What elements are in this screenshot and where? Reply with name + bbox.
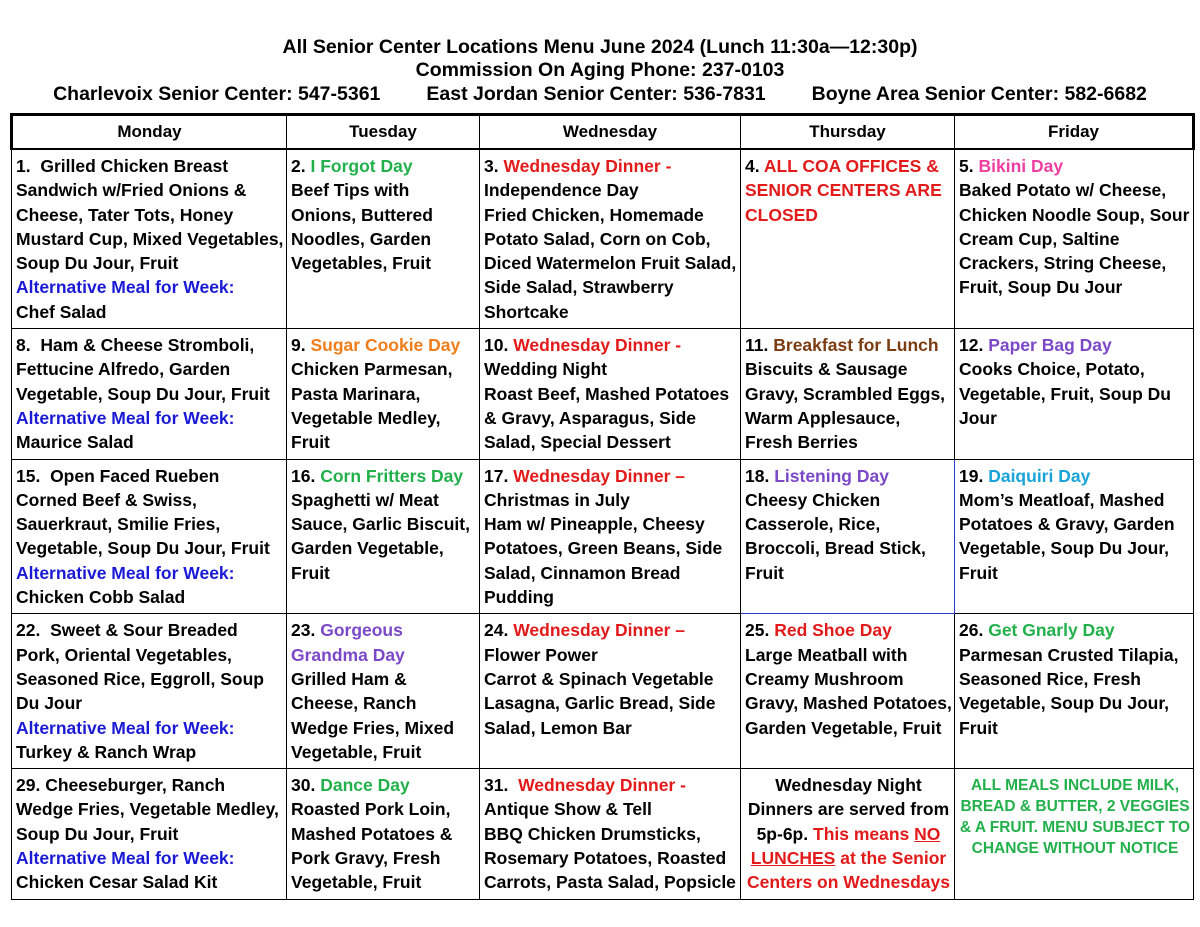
day-theme: Bikini Day xyxy=(978,156,1064,176)
meal-text: Flower Power Carrot & Spinach Vegetable Lasagna, Garlic Bread, Side Salad, Lemon Bar xyxy=(484,644,716,738)
note-warning-end: at the Senior Centers on Wednesdays xyxy=(747,848,950,893)
day-theme: Paper Bag Day xyxy=(988,335,1112,356)
day-number: 16. xyxy=(291,465,316,486)
day-cell-2 xyxy=(287,149,480,329)
day-theme: Wednesday Dinner - xyxy=(503,156,672,176)
day-number: 17. xyxy=(484,465,509,486)
day-theme: Sugar Cookie Day xyxy=(310,335,461,356)
header-tuesday: Tuesday xyxy=(287,115,480,150)
menu-header xyxy=(0,36,1200,106)
alt-meal: Turkey & Ranch Wrap xyxy=(16,741,197,762)
alt-meal-label: Alternative Meal for Week: xyxy=(16,848,235,869)
meal-text: Antique Show & Tell BBQ Chicken Drumsticks, Rosemary Potatoes, Roasted Carrots, Pasta Salad, Popsicle xyxy=(484,799,736,893)
weekday-header-row xyxy=(12,115,1194,150)
header-wednesday: Wednesday xyxy=(480,115,741,150)
day-number: 26. xyxy=(959,620,984,641)
header-monday: Monday xyxy=(12,115,287,150)
east-jordan-phone: East Jordan Senior Center: 536-7831 xyxy=(426,83,766,105)
header-friday: Friday xyxy=(955,115,1194,150)
day-number: 25. xyxy=(745,620,770,641)
day-cell-26 xyxy=(955,614,1194,769)
meal-text: Spaghetti w/ Meat Sauce, Garlic Biscuit, Garden Vegetable, Fruit xyxy=(291,489,470,583)
day-theme: Wednesday Dinner - xyxy=(513,335,682,356)
alt-meal-label: Alternative Meal for Week: xyxy=(16,407,235,428)
alt-meal: Maurice Salad xyxy=(16,432,134,453)
day-cell-8 xyxy=(12,329,287,459)
day-cell-5 xyxy=(955,149,1194,329)
day-number: 12. xyxy=(959,335,984,356)
day-cell-4 xyxy=(741,149,955,329)
day-cell-31 xyxy=(480,769,741,900)
day-number: 22. xyxy=(16,620,41,641)
day-theme: Wednesday Dinner - xyxy=(518,775,686,796)
alt-meal: Chef Salad xyxy=(16,301,107,322)
day-theme: Listening Day xyxy=(774,465,889,486)
day-theme: Wednesday Dinner – xyxy=(513,620,686,641)
day-number: 1. xyxy=(16,156,31,176)
day-cell-17 xyxy=(480,459,741,614)
day-number: 24. xyxy=(484,620,509,641)
day-number: 15. xyxy=(16,465,41,486)
center-phones xyxy=(0,82,1200,106)
day-number: 19. xyxy=(959,465,984,486)
alt-meal: Chicken Cobb Salad xyxy=(16,587,186,608)
note-served-time: Wednesday Night Dinners are served from 5p-6p. xyxy=(747,775,950,844)
commission-phone: Commission On Aging Phone: 237-0103 xyxy=(415,59,785,81)
menu-title: All Senior Center Locations Menu June 2024 (Lunch 11:30a—12:30p) xyxy=(282,36,918,58)
closed-notice: ALL COA OFFICES & SENIOR CENTERS ARE CLOSED xyxy=(745,156,942,225)
meal-text: Grilled Ham & Cheese, Ranch Wedge Fries, Mixed Vegetable, Fruit xyxy=(291,668,455,762)
week-row-3 xyxy=(12,459,1194,614)
meal-text: Open Faced Rueben Corned Beef & Swiss, Sauerkraut, Smilie Fries, Vegetable, Soup Du Jour, Fruit xyxy=(16,465,270,559)
day-cell-18 xyxy=(741,459,955,614)
day-cell-24 xyxy=(480,614,741,769)
week-row-4 xyxy=(12,614,1194,769)
day-number: 31. xyxy=(484,775,509,796)
week-row-1 xyxy=(12,149,1194,329)
alt-meal-label: Alternative Meal for Week: xyxy=(16,562,235,583)
day-cell-11 xyxy=(741,329,955,459)
day-cell-16 xyxy=(287,459,480,614)
day-cell-30 xyxy=(287,769,480,900)
week-row-2 xyxy=(12,329,1194,459)
day-theme: Corn Fritters Day xyxy=(320,465,464,486)
day-cell-22 xyxy=(12,614,287,769)
alt-meal-label: Alternative Meal for Week: xyxy=(16,277,235,298)
meal-text: Independence Day Fried Chicken, Homemade Potato Salad, Corn on Cob, Diced Watermelon Fruit Salad, Side Salad, Strawberry Shortcake xyxy=(484,180,737,322)
note-no-lunches: NO LUNCHES xyxy=(750,823,941,869)
day-cell-19 xyxy=(955,459,1194,614)
meal-text: Mom’s Meatloaf, Mashed Potatoes & Gravy, Garden Vegetable, Soup Du Jour, Fruit xyxy=(959,489,1175,583)
day-number: 11. xyxy=(745,335,769,356)
day-number: 4. xyxy=(745,156,760,176)
day-cell-1 xyxy=(12,149,287,329)
day-cell-29 xyxy=(12,769,287,900)
day-number: 5. xyxy=(959,156,974,176)
meal-text: Cooks Choice, Potato, Vegetable, Fruit, Soup Du Jour xyxy=(959,359,1171,428)
day-number: 9. xyxy=(291,335,306,356)
day-number: 23. xyxy=(291,620,316,641)
day-theme: I Forgot Day xyxy=(310,156,413,176)
meal-text: Biscuits & Sausage Gravy, Scrambled Eggs, Warm Applesauce, Fresh Berries xyxy=(745,359,946,453)
day-number: 30. xyxy=(291,775,316,796)
meal-text: Cheesy Chicken Casserole, Rice, Broccoli, Bread Stick, Fruit xyxy=(745,489,926,583)
wednesday-dinner-note xyxy=(741,769,955,900)
note-warning: This means xyxy=(813,823,910,844)
day-cell-9 xyxy=(287,329,480,459)
day-number: 29. xyxy=(16,775,41,796)
menu-calendar-table xyxy=(10,113,1195,900)
meal-text: Parmesan Crusted Tilapia, Seasoned Rice, Fresh Vegetable, Soup Du Jour, Fruit xyxy=(959,644,1179,738)
meal-text: Sweet & Sour Breaded Pork, Oriental Vegetables, Seasoned Rice, Eggroll, Soup Du Jour xyxy=(16,620,264,714)
week-row-5 xyxy=(12,769,1194,900)
meal-text: Large Meatball with Creamy Mushroom Gravy, Mashed Potatoes, Garden Vegetable, Fruit xyxy=(745,644,952,738)
day-cell-3 xyxy=(480,149,741,329)
alt-meal-label: Alternative Meal for Week: xyxy=(16,717,235,738)
boyne-phone: Boyne Area Senior Center: 582-6682 xyxy=(811,83,1147,105)
day-theme: Breakfast for Lunch xyxy=(773,335,939,356)
day-theme: Gorgeous Grandma Day xyxy=(291,620,405,665)
meal-text: Cheeseburger, Ranch Wedge Fries, Vegetable Medley, Soup Du Jour, Fruit xyxy=(16,775,279,844)
day-number: 18. xyxy=(745,465,770,486)
meal-text: Baked Potato w/ Cheese, Chicken Noodle Soup, Sour Cream Cup, Saltine Crackers, String Cheese, Fruit, Soup Du Jour xyxy=(959,180,1190,298)
day-cell-23 xyxy=(287,614,480,769)
charlevoix-phone: Charlevoix Senior Center: 547-5361 xyxy=(53,83,381,105)
day-theme: Daiquiri Day xyxy=(988,465,1091,486)
meal-text: Chicken Parmesan, Pasta Marinara, Vegetable Medley, Fruit xyxy=(291,359,453,453)
day-cell-25 xyxy=(741,614,955,769)
meals-include-note: ALL MEALS INCLUDE MILK, BREAD & BUTTER, 2 VEGGIES & A FRUIT. MENU SUBJECT TO CHANGE WITHOUT NOTICE xyxy=(955,769,1194,900)
day-cell-12 xyxy=(955,329,1194,459)
meal-text: Christmas in July Ham w/ Pineapple, Cheesy Potatoes, Green Beans, Side Salad, Cinnamon Bread Pudding xyxy=(484,489,723,608)
day-theme: Dance Day xyxy=(320,775,410,796)
day-number: 3. xyxy=(484,156,499,176)
day-cell-10 xyxy=(480,329,741,459)
day-cell-15 xyxy=(12,459,287,614)
day-number: 2. xyxy=(291,156,306,176)
day-number: 8. xyxy=(16,335,31,356)
meal-text: Grilled Chicken Breast Sandwich w/Fried Onions & Cheese, Tater Tots, Honey Mustard Cup, Mixed Vegetables, Soup Du Jour, Fruit xyxy=(16,156,284,274)
day-number: 10. xyxy=(484,335,509,356)
meal-text: Roasted Pork Loin, Mashed Potatoes & Pork Gravy, Fresh Vegetable, Fruit xyxy=(291,799,453,893)
alt-meal: Chicken Cesar Salad Kit xyxy=(16,872,218,893)
header-thursday: Thursday xyxy=(741,115,955,150)
day-theme: Get Gnarly Day xyxy=(988,620,1115,641)
meal-text: Beef Tips with Onions, Buttered Noodles, Garden Vegetables, Fruit xyxy=(291,180,433,274)
day-theme: Wednesday Dinner – xyxy=(513,465,686,486)
day-theme: Red Shoe Day xyxy=(774,620,892,641)
meal-text: Wedding Night Roast Beef, Mashed Potatoes & Gravy, Asparagus, Side Salad, Special Dessert xyxy=(484,359,730,453)
meal-text: Ham & Cheese Stromboli, Fettucine Alfredo, Garden Vegetable, Soup Du Jour, Fruit xyxy=(16,335,270,404)
